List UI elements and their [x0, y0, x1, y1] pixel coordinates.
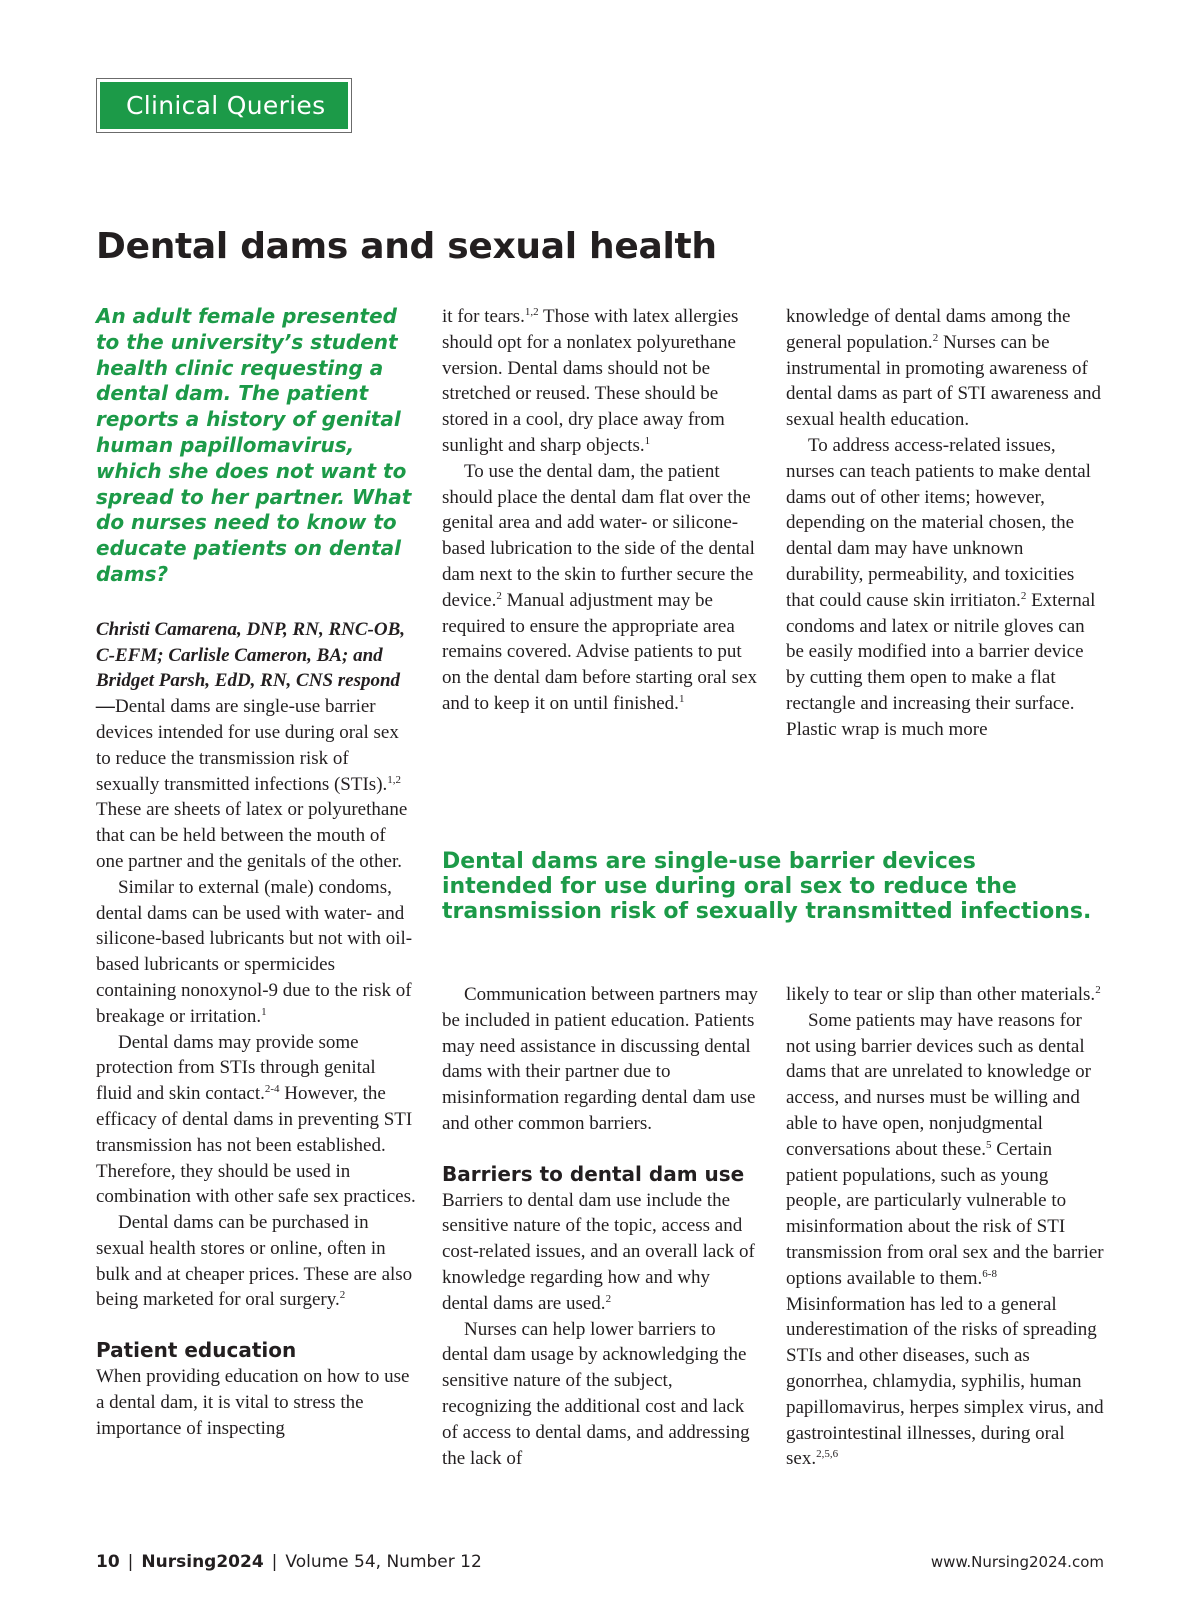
column-1-paragraph-3: Dental dams may provide some protection from STIs through genital fluid and skin contact.$^{2-4}$ However, the efficacy of dental dams in preventing STI transmission has not been established. Therefore, they should be used in combination with other safe sex practices.	[96, 1031, 416, 1208]
column-1-paragraph-4: Dental dams can be purchased in sexual health stores or online, often in bulk and at cheaper prices. These are also being marketed for oral surgery.$^2$	[96, 1212, 413, 1311]
column-3-top	[786, 304, 1104, 743]
author-byline: Christi Camarena, DNP, RN, RNC-OB, C-EFM; Carlisle Cameron, BA; and Bridget Parsh, EdD, RN, CNS respond—	[96, 618, 405, 718]
pull-quote: Dental dams are single-use barrier devices intended for use during oral sex to reduce the transmission risk of sexually transmitted infections.	[442, 849, 1092, 924]
column-3-paragraph-3: likely to tear or slip than other materials.$^2$	[786, 984, 1101, 1005]
column-2-top	[442, 304, 760, 717]
clinical-query: An adult female presented to the university’s student health clinic requesting a dental dam. The patient reports a history of genital human papillomavirus, which she does not want to spread to her partner. What do nurses need to know to educate patients on dental dams?	[96, 304, 412, 586]
footer-separator: |	[271, 1552, 278, 1572]
section-badge	[96, 78, 352, 133]
column-3-paragraph-2: To address access-related issues, nurses can teach patients to make dental dams out of other items; however, depending on the material chosen, the dental dam may have unknown durability, permeability, and toxicities that could cause skin irritiaton.$^2$ External condoms and latex or nitrile gloves can be easily modified into a barrier device by cutting them open to make a flat rectangle and increasing their surface. Plastic wrap is much more	[786, 434, 1096, 740]
column-2-paragraph-5: Nurses can help lower barriers to dental dam usage by acknowledging the sensitive nature of the subject, recognizing the additional cost and lack of access to dental dams, and addressing the lack of	[442, 1318, 750, 1469]
column-1-paragraph-2: Similar to external (male) condoms, dental dams can be used with water- and silicone-based lubricants but not with oil-based lubricants or spermicides containing nonoxynol-9 due to the risk of breakage or irritation.$^1$	[96, 876, 413, 1027]
page-footer	[96, 1552, 1104, 1576]
journal-name: Nursing2024	[141, 1552, 264, 1572]
website-link[interactable]: www.Nursing2024.com	[930, 1553, 1104, 1571]
issue-info: Volume 54, Number 12	[285, 1552, 482, 1572]
footer-left	[96, 1552, 482, 1572]
column-1	[96, 304, 416, 1441]
column-1-paragraph-1: Christi Camarena, DNP, RN, RNC-OB, C-EFM; Carlisle Cameron, BA; and Bridget Parsh, EdD, RN, CNS respond—Dental dams are single-use barrier devices intended for use during oral sex to reduce the transmission risk of sexually transmitted infections (STIs).$^{1,2}$ These are sheets of latex or polyurethane that can be held between the mouth of one partner and the genitals of the other.	[96, 618, 408, 872]
footer-separator: |	[127, 1552, 134, 1572]
column-3-paragraph-1: knowledge of dental dams among the general population.$^2$ Nurses can be instrumental in promoting awareness of dental dams as part of STI awareness and sexual health education.	[786, 306, 1101, 431]
column-2-paragraph-3: Communication between partners may be included in patient education. Patients may need assistance in discussing dental dams with their partner due to misinformation regarding dental dam use and other common barriers.	[442, 984, 758, 1134]
page-number: 10	[96, 1552, 120, 1572]
column-2-paragraph-1: it for tears.$^{1,2}$ Those with latex allergies should opt for a nonlatex polyurethane version. Dental dams should not be stretched or reused. These should be stored in a cool, dry place away from sunlight and sharp objects.$^1$	[442, 306, 739, 456]
subhead-barriers: Barriers to dental dam use	[442, 1161, 745, 1186]
article-title: Dental dams and sexual health	[96, 226, 717, 267]
column-1-paragraph-5: When providing education on how to use a dental dam, it is vital to stress the importance of inspecting	[96, 1366, 410, 1439]
column-2-paragraph-2: To use the dental dam, the patient should place the dental dam flat over the genital area and add water- or silicone-based lubrication to the side of the dental dam next to the skin to further secure the device.$^2$ Manual adjustment may be required to ensure the appropriate area remains covered. Advise patients to put on the dental dam before starting oral sex and to keep it on until finished.$^1$	[442, 460, 757, 714]
column-2-bottom	[442, 982, 760, 1471]
subhead-patient-education: Patient education	[96, 1338, 297, 1363]
column-2-paragraph-4: Barriers to dental dam use include the sensitive nature of the topic, access and cost-related issues, and an overall lack of knowledge regarding how and why dental dams are used.$^2$	[442, 1189, 755, 1314]
column-3-bottom	[786, 982, 1104, 1472]
column-3-paragraph-4: Some patients may have reasons for not using barrier devices such as dental dams that are unrelated to knowledge or access, and nurses must be willing and able to have open, nonjudgmental conversations about these.$^5$ Certain patient populations, such as young people, are particularly vulnerable to misinformation about the risk of STI transmission from oral sex and the barrier options available to them.$^{6-8}$ Misinformation has led to a general underestimation of the risks of spreading STIs and other diseases, such as gonorrhea, chlamydia, syphilis, human papillomavirus, herpes simplex virus, and gastrointestinal illnesses, during oral sex.$^{2,5,6}$	[786, 1009, 1104, 1470]
section-label: Clinical Queries	[100, 82, 348, 129]
